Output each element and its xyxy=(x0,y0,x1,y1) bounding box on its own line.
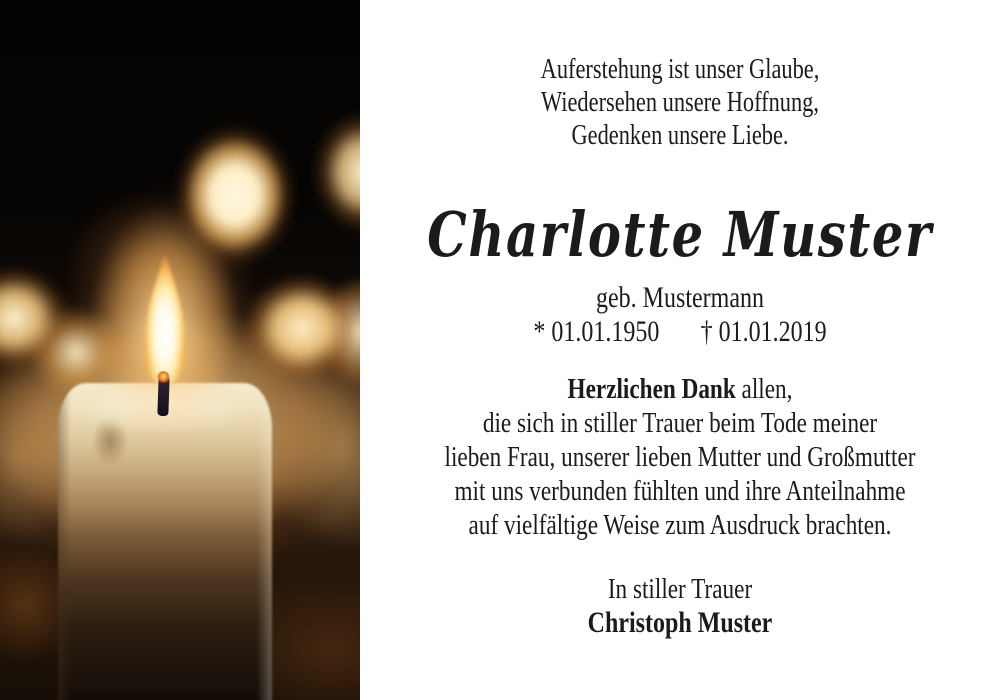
birth-date: * 01.01.1950 xyxy=(533,315,660,348)
text-column xyxy=(424,0,936,700)
birth-death-row xyxy=(424,315,936,349)
text-pane xyxy=(360,0,1000,700)
thanks-paragraph xyxy=(424,372,936,542)
maiden-name: geb. Mustermann xyxy=(596,281,764,314)
verse-line: Gedenken unsere Liebe. xyxy=(571,120,789,151)
candle-photo xyxy=(0,0,360,700)
verse-line: Wiedersehen unsere Hoffnung, xyxy=(541,87,819,118)
wick-ember xyxy=(158,371,170,383)
vital-dates xyxy=(424,281,936,349)
deceased-name: Charlotte Muster xyxy=(427,198,933,271)
thanks-first-line-rest: allen, xyxy=(741,373,793,405)
candle-flame xyxy=(142,246,188,418)
thanks-emphasis: Herzlichen Dank xyxy=(567,373,736,405)
thanks-line: auf vielfältige Weise zum Ausdruck brachten. xyxy=(468,509,892,541)
thanks-line: mit uns verbunden fühlten und ihre Anteilnahme xyxy=(454,475,906,507)
thanks-line xyxy=(424,372,936,406)
death-date: † 01.01.2019 xyxy=(700,315,827,348)
memorial-verse xyxy=(424,53,936,152)
closing-intro: In stiller Trauer xyxy=(607,573,753,605)
thanks-line: lieben Frau, unserer lieben Mutter und Großmutter xyxy=(444,441,916,473)
closing xyxy=(424,572,936,640)
signature-name: Christoph Muster xyxy=(587,606,773,639)
verse-line: Auferstehung ist unser Glaube, xyxy=(540,54,820,85)
flame-shape xyxy=(144,248,186,386)
thanks-line: die sich in stiller Trauer beim Tode meiner xyxy=(482,407,878,439)
